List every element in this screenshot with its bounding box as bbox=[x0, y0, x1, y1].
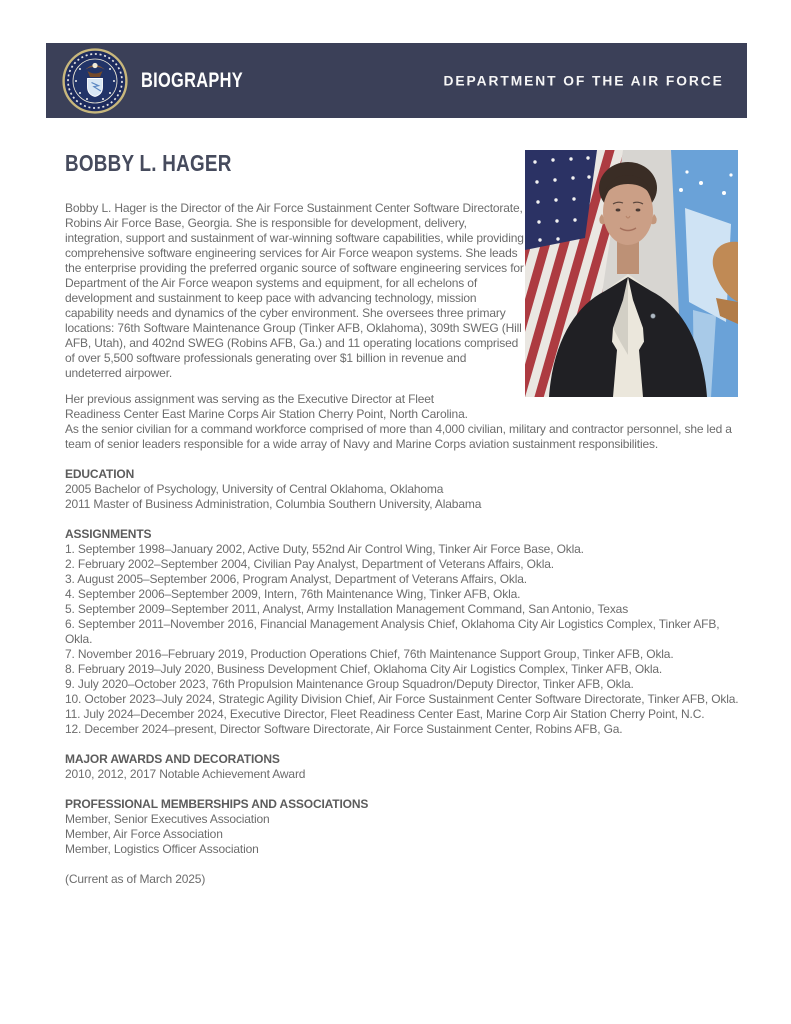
text-line: Member, Air Force Association bbox=[65, 827, 223, 841]
section-heading-awards: MAJOR AWARDS AND DECORATIONS bbox=[65, 752, 280, 766]
text-line: 6. September 2011–November 2016, Financial Management Analysis Chief, Oklahoma City Air Logistics Complex, Tinker AFB, Okla. bbox=[65, 617, 720, 646]
section-heading-education: EDUCATION bbox=[65, 467, 135, 481]
text-line: 12. December 2024–present, Director Software Directorate, Air Force Sustainment Center, Robins AFB, Ga. bbox=[65, 722, 623, 736]
air-force-seal-icon bbox=[62, 48, 128, 114]
awards-lines bbox=[65, 767, 741, 782]
text-line: 1. September 1998–January 2002, Active Duty, 552nd Air Control Wing, Tinker Air Force Base, Okla. bbox=[65, 542, 584, 556]
text-line: 3. August 2005–September 2006, Program Analyst, Department of Veterans Affairs, Okla. bbox=[65, 572, 527, 586]
section-education bbox=[65, 467, 741, 512]
section-memberships bbox=[65, 797, 741, 857]
section-awards bbox=[65, 752, 741, 782]
text-line: 2. February 2002–September 2004, Civilian Pay Analyst, Department of Veterans Affairs, Okla. bbox=[65, 557, 554, 571]
text-line: As the senior civilian for a command workforce comprised of more than 4,000 civilian, military and contractor personnel, she led a team of senior leaders responsible for a wide array of Navy and Marine Corps aviation sustainment responsibilities. bbox=[65, 422, 732, 451]
text-line: Her previous assignment was serving as the Executive Director at Fleet bbox=[65, 392, 434, 406]
text-line: 5. September 2009–September 2011, Analyst, Army Installation Management Command, San Antonio, Texas bbox=[65, 602, 629, 616]
text-line: 7. November 2016–February 2019, Production Operations Chief, 76th Maintenance Support Group, Tinker AFB, Okla. bbox=[65, 647, 674, 661]
biography-label: BIOGRAPHY bbox=[141, 68, 244, 92]
text-line: 2010, 2012, 2017 Notable Achievement Award bbox=[65, 767, 306, 781]
bio-paragraph-2 bbox=[65, 392, 741, 452]
text-line: 8. February 2019–July 2020, Business Development Chief, Oklahoma City Air Logistics Complex, Tinker AFB, Okla. bbox=[65, 662, 663, 676]
text-line: 4. September 2006–September 2009, Intern, 76th Maintenance Wing, Tinker AFB, Okla. bbox=[65, 587, 521, 601]
assignment-lines bbox=[65, 542, 741, 737]
department-label: DEPARTMENT OF THE AIR FORCE bbox=[443, 73, 724, 88]
section-assignments bbox=[65, 527, 741, 737]
current-as-of-note: (Current as of March 2025) bbox=[65, 872, 206, 886]
bio-paragraph-1: Bobby L. Hager is the Director of the Air Force Sustainment Center Software Directorate, Robins Air Force Base, Georgia. She is responsible for development, delivery, integration, support and sustainment of war-winning software capabilities, while providing comprehensive software engineering services for Air Force weapon systems. She leads the enterprise providing the preferred organic source of software engineering services for Department of the Air Force weapon systems and equipment, for all echelons of development and sustainment to keep pace with advancing technology, mission capability needs and dynamics of the cyber environment. She oversees three primary locations: 76th Software Maintenance Group (Tinker AFB, Oklahoma), 309th SWEG (Hill AFB, Utah), and 402nd SWEG (Robins AFB, Ga.) and 11 operating locations comprised of over 5,500 software professionals generating over $1 billion in revenue and undeterred airpower. bbox=[65, 201, 524, 380]
text-line: Member, Logistics Officer Association bbox=[65, 842, 259, 856]
header-band bbox=[46, 43, 747, 118]
text-line: 2005 Bachelor of Psychology, University of Central Oklahoma, Oklahoma bbox=[65, 482, 444, 496]
text-line: 9. July 2020–October 2023, 76th Propulsion Maintenance Group Squadron/Deputy Director, Tinker AFB, Okla. bbox=[65, 677, 634, 691]
education-lines bbox=[65, 482, 741, 512]
page-title: BOBBY L. HAGER bbox=[65, 150, 232, 176]
text-line: Member, Senior Executives Association bbox=[65, 812, 270, 826]
text-line: 10. October 2023–July 2024, Strategic Agility Division Chief, Air Force Sustainment Center Software Directorate, Tinker AFB, Okla. bbox=[65, 692, 739, 706]
section-heading-assignments: ASSIGNMENTS bbox=[65, 527, 152, 541]
text-line: 11. July 2024–December 2024, Executive Director, Fleet Readiness Center East, Marine Corp Air Station Cherry Point, N.C. bbox=[65, 707, 705, 721]
text-line: Readiness Center East Marine Corps Air Station Cherry Point, North Carolina. bbox=[65, 407, 468, 421]
membership-lines bbox=[65, 812, 741, 857]
section-heading-memberships: PROFESSIONAL MEMBERSHIPS AND ASSOCIATIONS bbox=[65, 797, 369, 811]
text-line: 2011 Master of Business Administration, Columbia Southern University, Alabama bbox=[65, 497, 482, 511]
main-content bbox=[65, 150, 741, 887]
